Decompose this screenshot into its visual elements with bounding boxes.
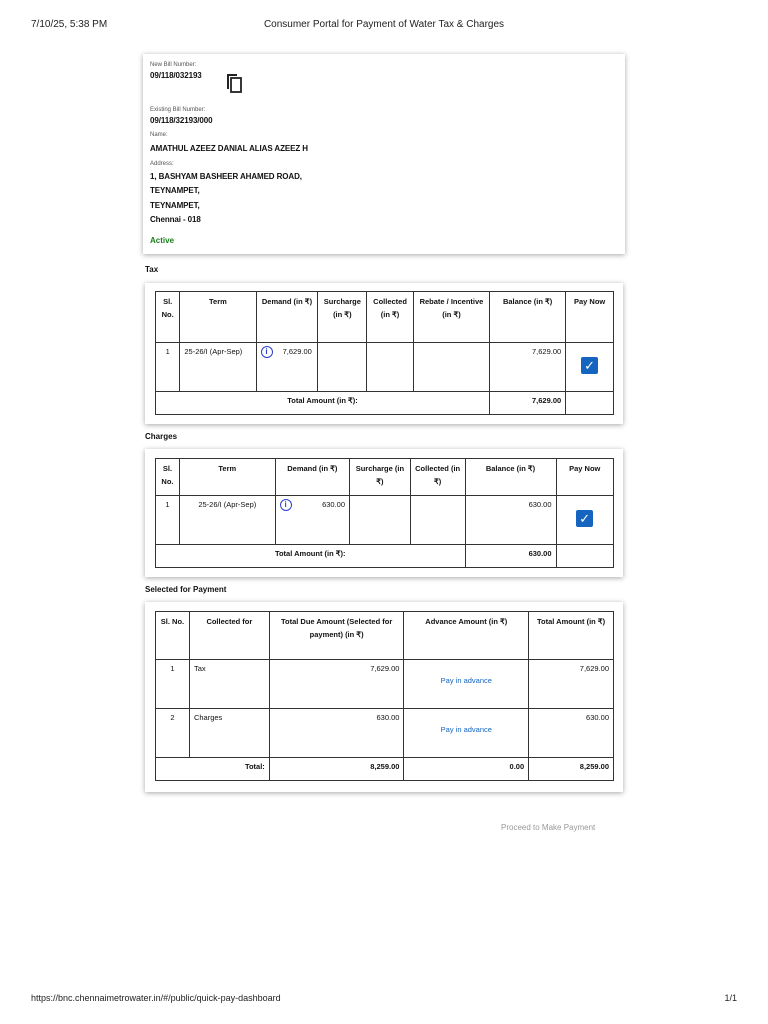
cell-total-due: 7,629.00 [269,660,404,709]
col-header-surcharge: Surcharge (in ₹) [350,459,411,496]
table-row [156,709,614,758]
cell-term: 25-26/I (Apr-Sep) [180,343,256,392]
existing-bill-number: 09/118/32193/000 [150,116,213,125]
total-empty-cell [566,392,614,415]
address-line: Chennai - 018 [150,215,201,224]
cell-pay-now [556,496,613,545]
total-label: Total Amount (in ₹): [156,545,466,568]
pay-now-checkbox[interactable]: ✓ [576,510,593,527]
cell-balance: 7,629.00 [490,343,566,392]
col-header-collected: Collected (in ₹) [410,459,465,496]
total-advance-value: 0.00 [404,758,529,781]
address-line: TEYNAMPET, [150,201,200,210]
cell-sl: 1 [156,343,180,392]
print-datetime: 7/10/25, 5:38 PM [31,19,108,30]
cell-balance: 630.00 [465,496,556,545]
cell-total-amount: 7,629.00 [529,660,614,709]
col-header-balance: Balance (in ₹) [490,292,566,343]
total-amount-value: 8,259.00 [529,758,614,781]
cell-pay-now [566,343,614,392]
pay-in-advance-link[interactable]: Pay in advance [440,676,492,685]
cell-collected-for: Charges [189,709,269,758]
total-due-value: 8,259.00 [269,758,404,781]
col-header-pay-now: Pay Now [566,292,614,343]
cell-surcharge [350,496,411,545]
cell-demand [256,343,318,392]
total-row [156,545,614,568]
cell-demand [275,496,349,545]
tax-section-title: Tax [145,265,159,274]
selected-section-title: Selected for Payment [145,585,227,594]
col-header-surcharge: Surcharge (in ₹) [318,292,367,343]
info-icon[interactable]: i [261,346,273,358]
address-label: Address: [150,161,174,167]
copy-icon[interactable] [225,72,243,94]
col-header-balance: Balance (in ₹) [465,459,556,496]
col-header-advance: Advance Amount (in ₹) [404,612,529,660]
col-header-total-due: Total Due Amount (Selected for payment) (in ₹) [269,612,404,660]
col-header-demand: Demand (in ₹) [256,292,318,343]
status-badge: Active [150,236,175,245]
charges-section-title: Charges [145,432,178,441]
col-header-collected: Collected (in ₹) [367,292,414,343]
print-page-title: Consumer Portal for Payment of Water Tax & Charges [263,19,505,30]
table-row [156,343,614,392]
print-header [0,19,768,33]
cell-total-due: 630.00 [269,709,404,758]
col-header-rebate: Rebate / Incentive (in ₹) [413,292,489,343]
charges-table [155,458,614,568]
total-value: 630.00 [465,545,556,568]
cell-advance [404,709,529,758]
table-row [156,496,614,545]
col-header-total-amount: Total Amount (in ₹) [529,612,614,660]
demand-value: 7,629.00 [282,347,312,356]
pay-in-advance-link[interactable]: Pay in advance [440,725,492,734]
name-label: Name: [150,132,168,138]
cell-term: 25-26/I (Apr-Sep) [179,496,275,545]
info-icon[interactable]: i [280,499,292,511]
total-label: Total Amount (in ₹): [156,392,490,415]
col-header-sl: Sl. No. [156,612,190,660]
total-value: 7,629.00 [490,392,566,415]
col-header-pay-now: Pay Now [556,459,613,496]
cell-advance [404,660,529,709]
col-header-term: Term [179,459,275,496]
proceed-to-payment-button[interactable]: Proceed to Make Payment [501,823,596,832]
col-header-demand: Demand (in ₹) [275,459,349,496]
col-header-sl: Sl. No. [156,459,180,496]
cell-collected [367,343,414,392]
cell-collected [410,496,465,545]
print-page-number: 1/1 [724,993,737,1003]
consumer-info-card [143,54,625,254]
demand-value: 630.00 [322,500,346,509]
pay-now-checkbox[interactable]: ✓ [581,357,598,374]
cell-sl: 1 [156,496,180,545]
cell-total-amount: 630.00 [529,709,614,758]
cell-sl: 1 [156,660,190,709]
existing-bill-label: Existing Bill Number: [150,107,206,113]
tax-table [155,291,614,415]
table-row [156,660,614,709]
col-header-collected-for: Collected for [189,612,269,660]
consumer-name: AMATHUL AZEEZ DANIAL ALIAS AZEEZ H [150,144,308,153]
total-row [156,758,614,781]
address-line: 1, BASHYAM BASHEER AHAMED ROAD, [150,172,302,181]
total-row [156,392,614,415]
cell-collected-for: Tax [189,660,269,709]
col-header-term: Term [180,292,256,343]
cell-rebate [413,343,489,392]
address-line: TEYNAMPET, [150,186,200,195]
total-label: Total: [156,758,270,781]
print-footer [0,993,768,1007]
col-header-sl: Sl. No. [156,292,180,343]
print-url: https://bnc.chennaimetrowater.in/#/public/quick-pay-dashboard [31,993,281,1003]
new-bill-number: 09/118/032193 [150,71,202,80]
cell-sl: 2 [156,709,190,758]
total-empty-cell [556,545,613,568]
cell-surcharge [318,343,367,392]
new-bill-label: New Bill Number: [150,62,197,68]
selected-table [155,611,614,781]
